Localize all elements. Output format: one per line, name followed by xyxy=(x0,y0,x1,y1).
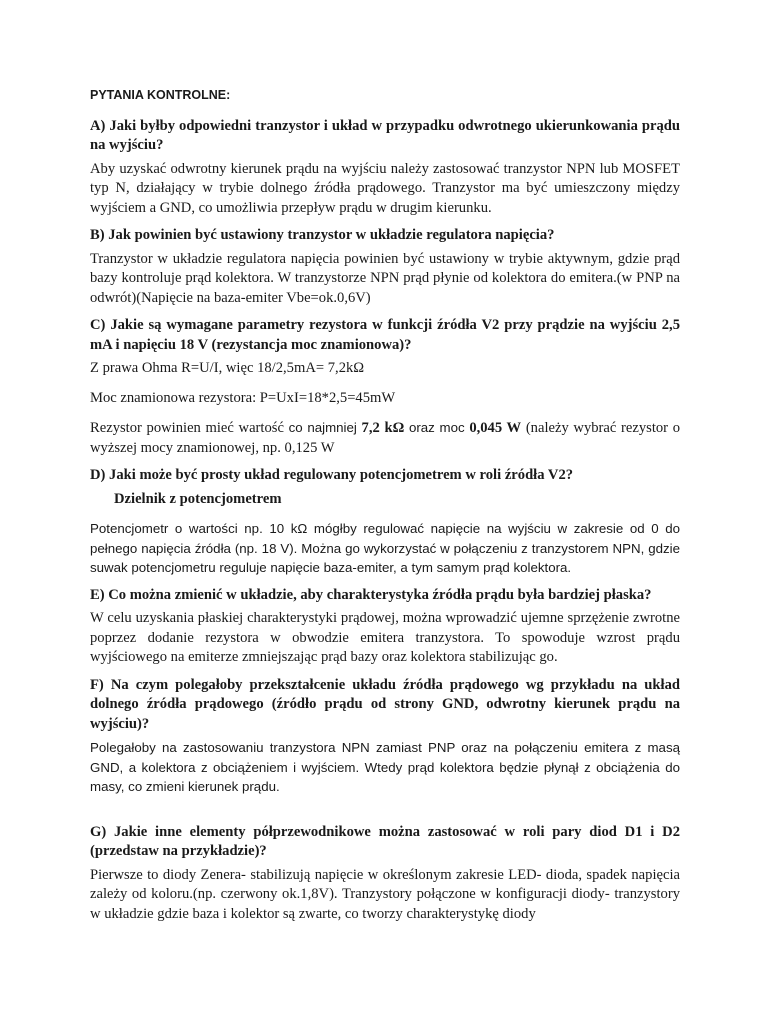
question-e: E) Co można zmienić w układzie, aby charakterystyka źródła prądu była bardziej płaska? xyxy=(90,586,652,603)
answer-c-ohm-law: Z prawa Ohma R=U/I, więc 18/2,5mA= 7,2kΩ xyxy=(90,360,365,376)
answer-c-power: Moc znamionowa rezystora: P=UxI=18*2,5=45mW xyxy=(90,389,396,406)
answer-c-text-4: (należy wybrać rezystor o wyższej mocy znamionowej, np. 0,125 W xyxy=(90,420,680,456)
answer-d-subheading: Dzielnik z potencjometrem xyxy=(114,490,282,507)
answer-f: Polegałoby na zastosowaniu tranzystora NPN zamiast PNP oraz na połączeniu emitera z masą GND, a kolektora z obciążeniem i wyjściem. Wtedy prąd kolektora będzie płynął z obciążenia do masy, co zmieni kierunek prądu. xyxy=(90,740,680,794)
answer-c-resistor xyxy=(90,418,680,458)
answer-c-text-1: Rezystor powinien mieć wartość xyxy=(90,420,284,436)
answer-b: Tranzystor w układzie regulatora napięcia powinien być ustawiony w trybie aktywnym, gdzie prąd bazy kontroluje prąd kolektora. W tranzystorze NPN prąd płynie od kolektora do emitera.(w PNP na odwrót)(Napięcie na baza-emiter Vbe=ok.0,6V) xyxy=(90,250,680,306)
answer-c-resistance-value: 7,2 kΩ xyxy=(361,420,405,436)
document-page xyxy=(90,86,680,932)
answer-c-power-value: 0,045 W xyxy=(469,420,522,436)
question-a: A) Jaki byłby odpowiedni tranzystor i układ w przypadku odwrotnego ukierunkowania prądu na wyjściu? xyxy=(90,117,680,153)
answer-d: Potencjometr o wartości np. 10 kΩ mógłby regulować napięcie na wyjściu w zakresie od 0 do pełnego napięcia źródła (np. 18 V). Można go wykorzystać w połączeniu z tranzystorem NPN, gdzie suwak potencjometru reguluje napięcie baza-emiter, a tym samym prąd kolektora. xyxy=(90,521,680,575)
answer-a: Aby uzyskać odwrotny kierunek prądu na wyjściu należy zastosować tranzystor NPN lub MOSFET typ N, działający w trybie dolnego źródła prądowego. Tranzystor ma być umieszczony między wyjściem a GND, co umożliwia przepływ prądu w drugim kierunku. xyxy=(90,160,680,216)
document-heading: PYTANIA KONTROLNE: xyxy=(90,88,231,102)
question-c: C) Jakie są wymagane parametry rezystora w funkcji źródła V2 przy prądzie na wyjściu 2,5 mA i napięciu 18 V (rezystancja moc znamionowa)? xyxy=(90,317,680,353)
question-d: D) Jaki może być prosty układ regulowany potencjometrem w roli źródła V2? xyxy=(90,467,574,483)
question-f: F) Na czym polegałoby przekształcenie układu źródła prądowego wg przykładu na układ dolnego źródła prądowego (źródło prądu od strony GND, odwrotny kierunek prądu na wyjściu)? xyxy=(90,676,680,732)
section-spacer xyxy=(90,805,680,823)
answer-c-text-3: oraz moc xyxy=(408,420,465,435)
answer-e: W celu uzyskania płaskiej charakterystyki prądowej, można wprowadzić ujemne sprzężenie zwrotne poprzez dodanie rezystora w obwodzie emitera tranzystora. To spowoduje wzrost prądu wyjściowego na emiterze zmniejszając prąd bazy oraz kolektora stabilizując go. xyxy=(90,610,680,665)
question-g: G) Jakie inne elementy półprzewodnikowe można zastosować w roli pary diod D1 i D2 (przedstaw na przykładzie)? xyxy=(90,823,680,859)
question-b: B) Jak powinien być ustawiony tranzystor w układzie regulatora napięcia? xyxy=(90,227,555,243)
answer-c-text-2: co najmniej xyxy=(288,420,357,435)
answer-g: Pierwsze to diody Zenera- stabilizują napięcie w określonym zakresie LED- dioda, spadek napięcia zależy od koloru.(np. czerwony ok.1,8V). Tranzystory połączone w konfiguracji diody- tranzystory w układzie gdzie baza i kolektor są zwarte, co tworzy charakterystykę diody xyxy=(90,866,680,922)
